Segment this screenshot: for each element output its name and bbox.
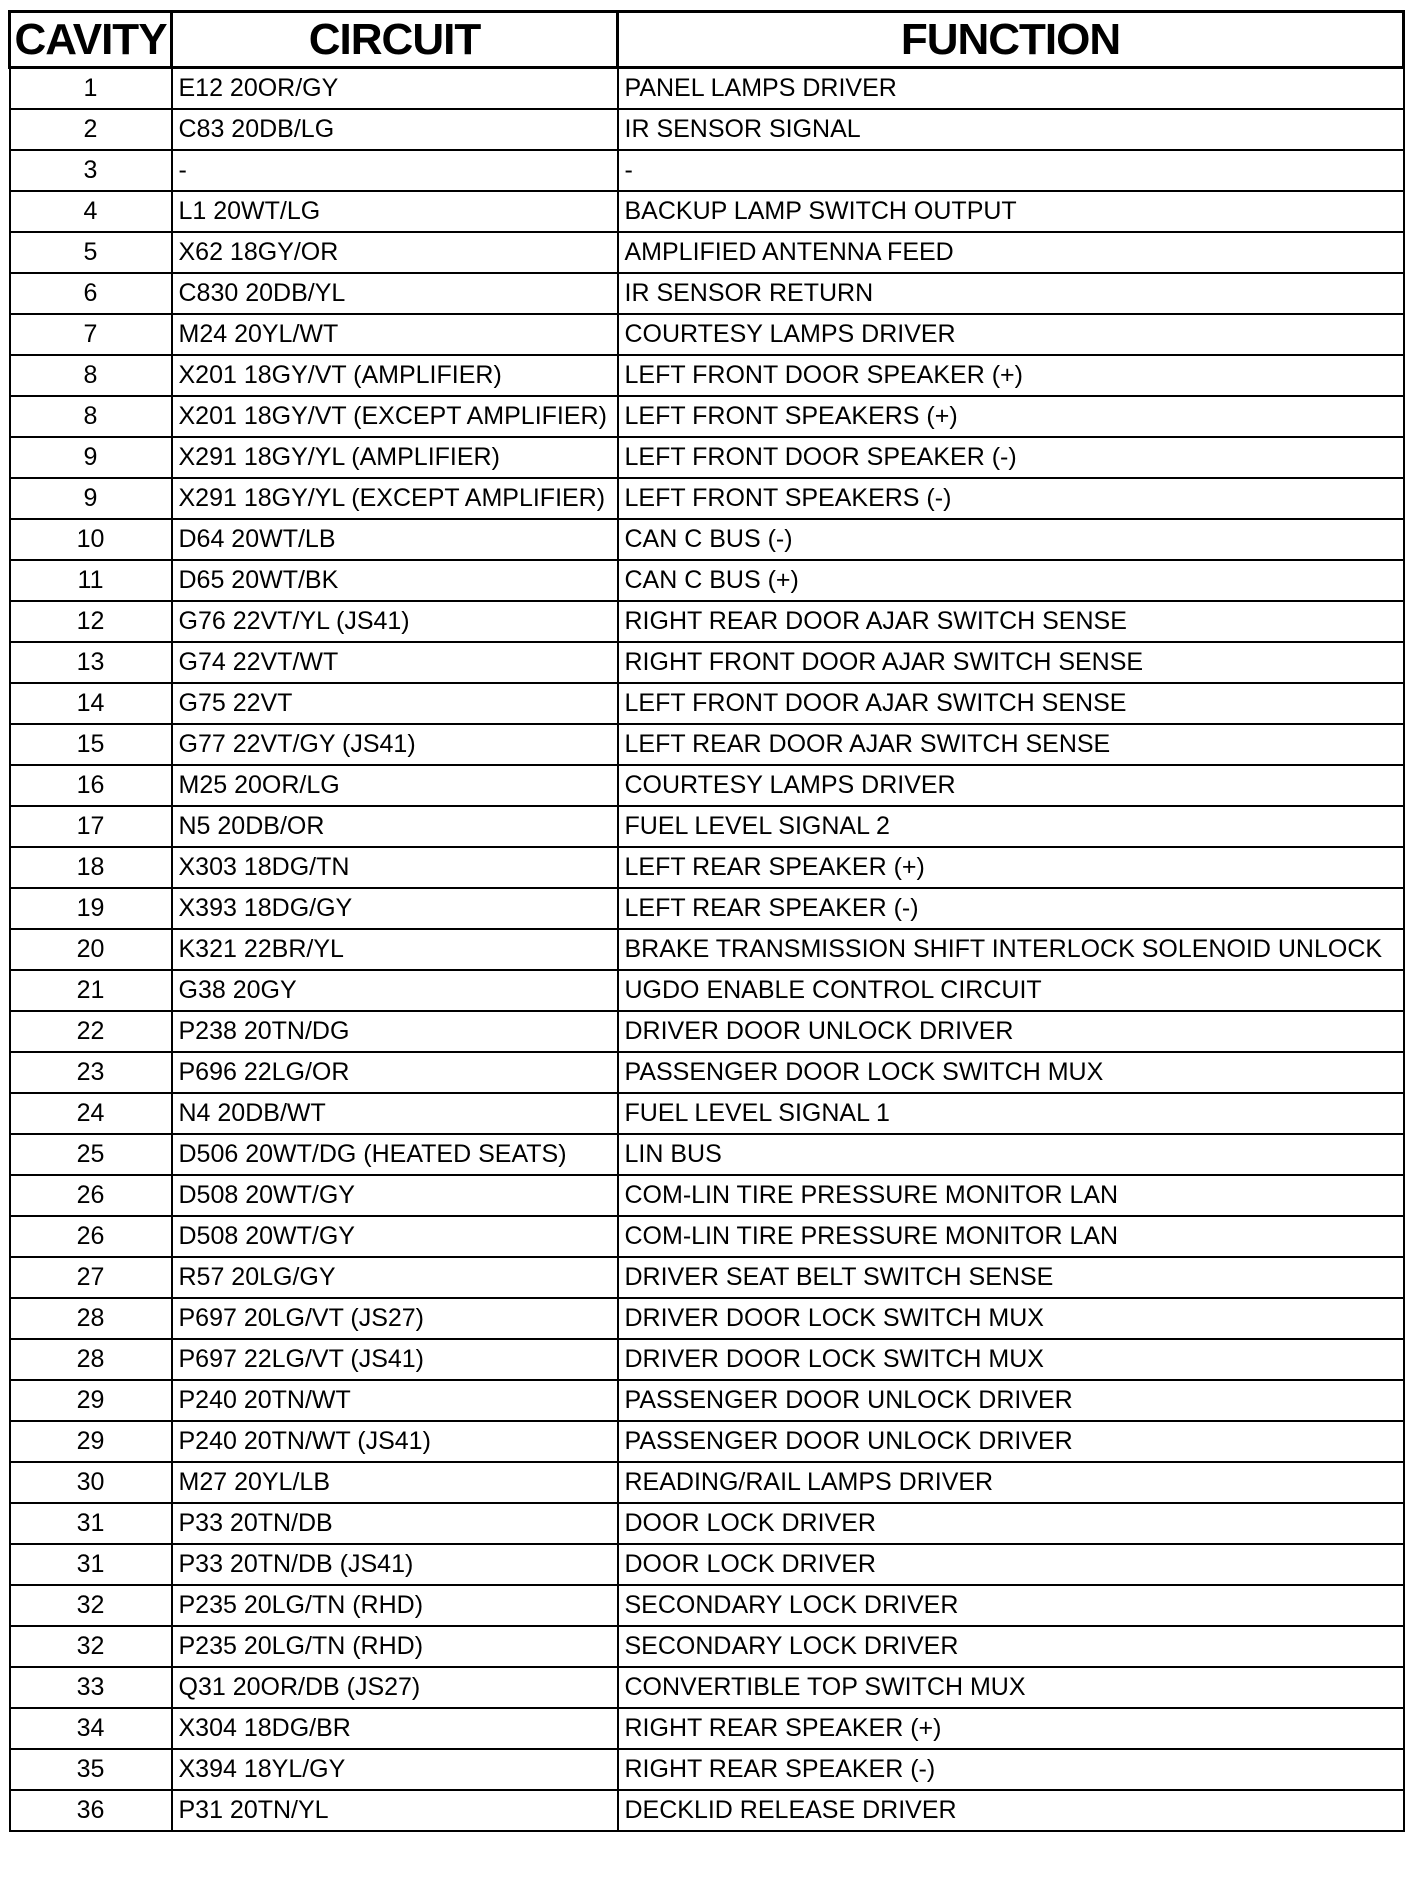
circuit-cell: P697 22LG/VT (JS41) [172, 1339, 618, 1380]
cavity-cell: 9 [10, 478, 172, 519]
function-cell: BRAKE TRANSMISSION SHIFT INTERLOCK SOLENOID UNLOCK [618, 929, 1404, 970]
cavity-cell: 16 [10, 765, 172, 806]
table-row [10, 642, 1404, 683]
function-cell: LEFT FRONT DOOR SPEAKER (+) [618, 355, 1404, 396]
cavity-cell: 21 [10, 970, 172, 1011]
cavity-cell: 15 [10, 724, 172, 765]
function-cell: LEFT FRONT SPEAKERS (+) [618, 396, 1404, 437]
cavity-cell: 31 [10, 1503, 172, 1544]
circuit-cell: X201 18GY/VT (EXCEPT AMPLIFIER) [172, 396, 618, 437]
table-row [10, 191, 1404, 232]
table-row [10, 1257, 1404, 1298]
table-row [10, 437, 1404, 478]
function-cell: FUEL LEVEL SIGNAL 1 [618, 1093, 1404, 1134]
circuit-cell: M27 20YL/LB [172, 1462, 618, 1503]
connector-pinout-table [8, 10, 1405, 1832]
circuit-cell: P235 20LG/TN (RHD) [172, 1585, 618, 1626]
cavity-cell: 6 [10, 273, 172, 314]
circuit-cell: G75 22VT [172, 683, 618, 724]
circuit-cell: E12 20OR/GY [172, 68, 618, 110]
function-cell: PASSENGER DOOR UNLOCK DRIVER [618, 1380, 1404, 1421]
table-row [10, 1544, 1404, 1585]
table-row [10, 109, 1404, 150]
table-row [10, 1503, 1404, 1544]
function-cell: LEFT FRONT DOOR SPEAKER (-) [618, 437, 1404, 478]
circuit-cell: K321 22BR/YL [172, 929, 618, 970]
circuit-cell: C83 20DB/LG [172, 109, 618, 150]
table-row [10, 1093, 1404, 1134]
table-row [10, 1585, 1404, 1626]
header-row [10, 12, 1404, 68]
circuit-cell: N5 20DB/OR [172, 806, 618, 847]
cavity-cell: 4 [10, 191, 172, 232]
function-cell: FUEL LEVEL SIGNAL 2 [618, 806, 1404, 847]
table-row [10, 396, 1404, 437]
cavity-cell: 1 [10, 68, 172, 110]
function-cell: LIN BUS [618, 1134, 1404, 1175]
function-cell: COM-LIN TIRE PRESSURE MONITOR LAN [618, 1216, 1404, 1257]
cavity-cell: 9 [10, 437, 172, 478]
cavity-cell: 12 [10, 601, 172, 642]
cavity-cell: 18 [10, 847, 172, 888]
circuit-cell: P696 22LG/OR [172, 1052, 618, 1093]
function-cell: DRIVER DOOR LOCK SWITCH MUX [618, 1298, 1404, 1339]
table-row [10, 1298, 1404, 1339]
circuit-cell: D506 20WT/DG (HEATED SEATS) [172, 1134, 618, 1175]
circuit-cell: G76 22VT/YL (JS41) [172, 601, 618, 642]
circuit-cell: D508 20WT/GY [172, 1175, 618, 1216]
cavity-cell: 10 [10, 519, 172, 560]
circuit-cell: L1 20WT/LG [172, 191, 618, 232]
cavity-cell: 23 [10, 1052, 172, 1093]
table-row [10, 1749, 1404, 1790]
function-cell: COURTESY LAMPS DRIVER [618, 765, 1404, 806]
circuit-cell: M24 20YL/WT [172, 314, 618, 355]
function-cell: CAN C BUS (+) [618, 560, 1404, 601]
table-row [10, 1667, 1404, 1708]
table-row [10, 1708, 1404, 1749]
circuit-cell: P235 20LG/TN (RHD) [172, 1626, 618, 1667]
cavity-cell: 13 [10, 642, 172, 683]
table-row [10, 1175, 1404, 1216]
circuit-cell: - [172, 150, 618, 191]
function-cell: IR SENSOR RETURN [618, 273, 1404, 314]
table-row [10, 1339, 1404, 1380]
cavity-cell: 30 [10, 1462, 172, 1503]
cavity-cell: 32 [10, 1585, 172, 1626]
table-row [10, 847, 1404, 888]
circuit-cell: X291 18GY/YL (AMPLIFIER) [172, 437, 618, 478]
table-row [10, 314, 1404, 355]
circuit-cell: X201 18GY/VT (AMPLIFIER) [172, 355, 618, 396]
circuit-cell: N4 20DB/WT [172, 1093, 618, 1134]
cavity-cell: 3 [10, 150, 172, 191]
cavity-cell: 34 [10, 1708, 172, 1749]
function-cell: DRIVER SEAT BELT SWITCH SENSE [618, 1257, 1404, 1298]
function-cell: SECONDARY LOCK DRIVER [618, 1585, 1404, 1626]
function-cell: PASSENGER DOOR UNLOCK DRIVER [618, 1421, 1404, 1462]
table-row [10, 478, 1404, 519]
function-cell: PASSENGER DOOR LOCK SWITCH MUX [618, 1052, 1404, 1093]
cavity-cell: 29 [10, 1421, 172, 1462]
table-row [10, 519, 1404, 560]
cavity-cell: 32 [10, 1626, 172, 1667]
function-cell: COURTESY LAMPS DRIVER [618, 314, 1404, 355]
table-row [10, 1626, 1404, 1667]
cavity-cell: 17 [10, 806, 172, 847]
cavity-cell: 28 [10, 1298, 172, 1339]
header-cavity: CAVITY [10, 12, 172, 68]
table-body [10, 68, 1404, 1832]
cavity-cell: 11 [10, 560, 172, 601]
table-row [10, 1462, 1404, 1503]
circuit-cell: G74 22VT/WT [172, 642, 618, 683]
table-row [10, 1790, 1404, 1831]
function-cell: DOOR LOCK DRIVER [618, 1544, 1404, 1585]
cavity-cell: 22 [10, 1011, 172, 1052]
cavity-cell: 33 [10, 1667, 172, 1708]
table-row [10, 765, 1404, 806]
function-cell: UGDO ENABLE CONTROL CIRCUIT [618, 970, 1404, 1011]
function-cell: - [618, 150, 1404, 191]
table-row [10, 355, 1404, 396]
table-row [10, 970, 1404, 1011]
circuit-cell: D65 20WT/BK [172, 560, 618, 601]
circuit-cell: X394 18YL/GY [172, 1749, 618, 1790]
circuit-cell: X304 18DG/BR [172, 1708, 618, 1749]
table-row [10, 1421, 1404, 1462]
table-row [10, 560, 1404, 601]
cavity-cell: 20 [10, 929, 172, 970]
cavity-cell: 31 [10, 1544, 172, 1585]
table-row [10, 273, 1404, 314]
circuit-cell: P33 20TN/DB (JS41) [172, 1544, 618, 1585]
function-cell: LEFT FRONT DOOR AJAR SWITCH SENSE [618, 683, 1404, 724]
circuit-cell: G77 22VT/GY (JS41) [172, 724, 618, 765]
function-cell: RIGHT REAR SPEAKER (-) [618, 1749, 1404, 1790]
circuit-cell: X62 18GY/OR [172, 232, 618, 273]
header-function: FUNCTION [618, 12, 1404, 68]
function-cell: LEFT FRONT SPEAKERS (-) [618, 478, 1404, 519]
table-row [10, 1380, 1404, 1421]
function-cell: LEFT REAR SPEAKER (-) [618, 888, 1404, 929]
table-row [10, 683, 1404, 724]
cavity-cell: 19 [10, 888, 172, 929]
table-row [10, 601, 1404, 642]
cavity-cell: 26 [10, 1216, 172, 1257]
function-cell: LEFT REAR SPEAKER (+) [618, 847, 1404, 888]
circuit-cell: P31 20TN/YL [172, 1790, 618, 1831]
function-cell: SECONDARY LOCK DRIVER [618, 1626, 1404, 1667]
function-cell: CAN C BUS (-) [618, 519, 1404, 560]
header-circuit: CIRCUIT [172, 12, 618, 68]
function-cell: IR SENSOR SIGNAL [618, 109, 1404, 150]
circuit-cell: G38 20GY [172, 970, 618, 1011]
table-row [10, 806, 1404, 847]
table-row [10, 232, 1404, 273]
function-cell: DRIVER DOOR UNLOCK DRIVER [618, 1011, 1404, 1052]
table-row [10, 888, 1404, 929]
circuit-cell: D508 20WT/GY [172, 1216, 618, 1257]
function-cell: READING/RAIL LAMPS DRIVER [618, 1462, 1404, 1503]
cavity-cell: 35 [10, 1749, 172, 1790]
cavity-cell: 29 [10, 1380, 172, 1421]
cavity-cell: 5 [10, 232, 172, 273]
table-row [10, 150, 1404, 191]
circuit-cell: M25 20OR/LG [172, 765, 618, 806]
table-row [10, 1011, 1404, 1052]
function-cell: CONVERTIBLE TOP SWITCH MUX [618, 1667, 1404, 1708]
table-row [10, 1134, 1404, 1175]
table-row [10, 1052, 1404, 1093]
circuit-cell: X303 18DG/TN [172, 847, 618, 888]
cavity-cell: 24 [10, 1093, 172, 1134]
function-cell: PANEL LAMPS DRIVER [618, 68, 1404, 110]
function-cell: DRIVER DOOR LOCK SWITCH MUX [618, 1339, 1404, 1380]
circuit-cell: P238 20TN/DG [172, 1011, 618, 1052]
circuit-cell: P240 20TN/WT [172, 1380, 618, 1421]
function-cell: RIGHT REAR DOOR AJAR SWITCH SENSE [618, 601, 1404, 642]
table-row [10, 929, 1404, 970]
cavity-cell: 14 [10, 683, 172, 724]
function-cell: COM-LIN TIRE PRESSURE MONITOR LAN [618, 1175, 1404, 1216]
cavity-cell: 27 [10, 1257, 172, 1298]
function-cell: DECKLID RELEASE DRIVER [618, 1790, 1404, 1831]
cavity-cell: 8 [10, 355, 172, 396]
function-cell: AMPLIFIED ANTENNA FEED [618, 232, 1404, 273]
cavity-cell: 26 [10, 1175, 172, 1216]
function-cell: RIGHT REAR SPEAKER (+) [618, 1708, 1404, 1749]
cavity-cell: 25 [10, 1134, 172, 1175]
function-cell: LEFT REAR DOOR AJAR SWITCH SENSE [618, 724, 1404, 765]
cavity-cell: 2 [10, 109, 172, 150]
circuit-cell: P697 20LG/VT (JS27) [172, 1298, 618, 1339]
table-row [10, 1216, 1404, 1257]
circuit-cell: X393 18DG/GY [172, 888, 618, 929]
cavity-cell: 7 [10, 314, 172, 355]
cavity-cell: 28 [10, 1339, 172, 1380]
circuit-cell: R57 20LG/GY [172, 1257, 618, 1298]
function-cell: RIGHT FRONT DOOR AJAR SWITCH SENSE [618, 642, 1404, 683]
function-cell: DOOR LOCK DRIVER [618, 1503, 1404, 1544]
circuit-cell: P240 20TN/WT (JS41) [172, 1421, 618, 1462]
circuit-cell: Q31 20OR/DB (JS27) [172, 1667, 618, 1708]
circuit-cell: D64 20WT/LB [172, 519, 618, 560]
circuit-cell: P33 20TN/DB [172, 1503, 618, 1544]
function-cell: BACKUP LAMP SWITCH OUTPUT [618, 191, 1404, 232]
circuit-cell: X291 18GY/YL (EXCEPT AMPLIFIER) [172, 478, 618, 519]
table-row [10, 68, 1404, 110]
table-row [10, 724, 1404, 765]
cavity-cell: 36 [10, 1790, 172, 1831]
cavity-cell: 8 [10, 396, 172, 437]
circuit-cell: C830 20DB/YL [172, 273, 618, 314]
